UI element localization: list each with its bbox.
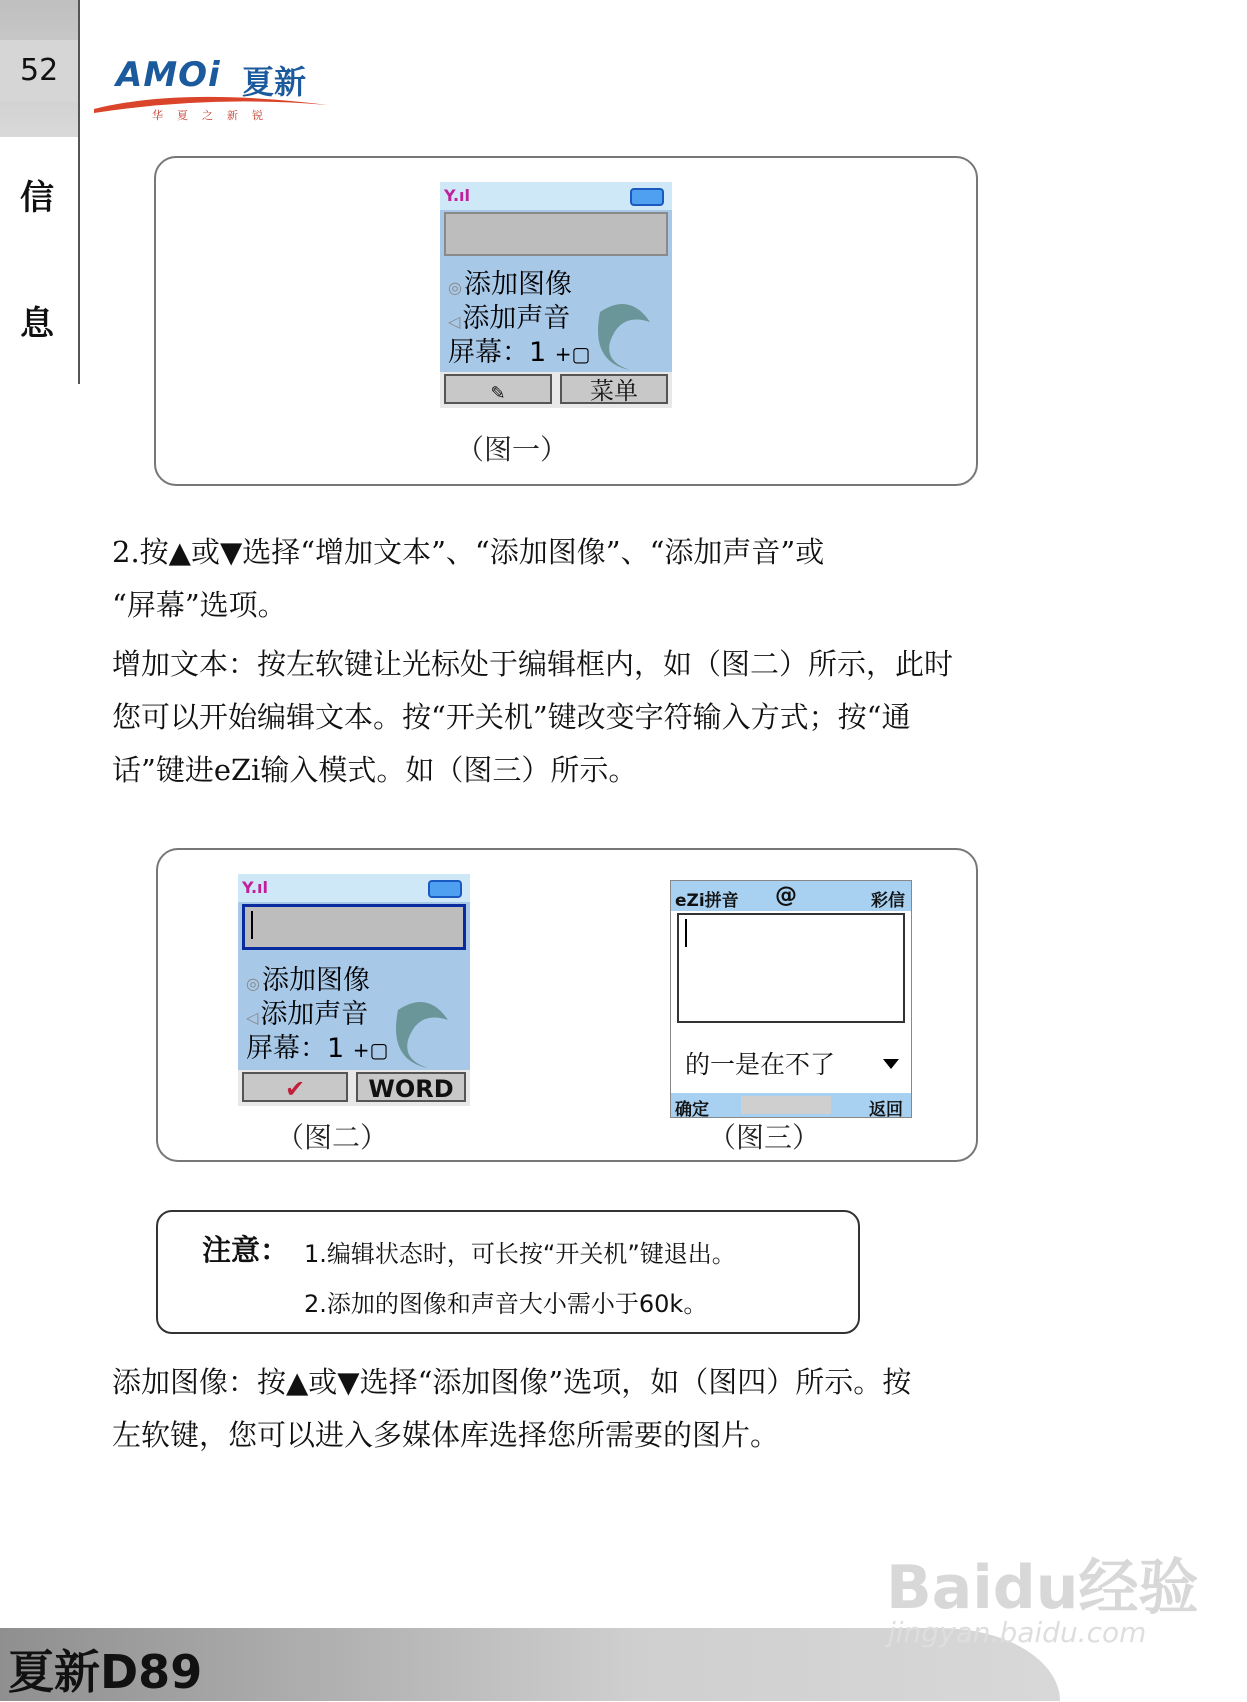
phone-screen-2 [238, 874, 470, 1106]
checkmark-icon: ✔ [284, 1075, 306, 1103]
add-page-icon: +▢ [554, 342, 591, 366]
figure-2-3-frame [156, 848, 978, 1162]
menu-item-add-sound[interactable]: ◁添加声音 [448, 303, 571, 334]
ezi-softkey-bar [671, 1093, 911, 1117]
softkey-bar [440, 372, 672, 408]
note-label: 注意： [202, 1233, 290, 1267]
speaker-icon: ◁ [246, 1008, 259, 1027]
menu-item-add-image[interactable]: ◎添加图像 [448, 269, 572, 300]
figure-1-caption: （图一） [456, 433, 569, 466]
ezi-back-softkey[interactable]: 返回 [869, 1100, 903, 1118]
menu-item-add-image[interactable]: ◎添加图像 [246, 965, 370, 996]
softkey-bar [238, 1070, 470, 1106]
text-edit-box[interactable] [444, 212, 668, 256]
ezi-confirm-softkey[interactable]: 确定 [675, 1100, 709, 1118]
text-cursor [251, 911, 253, 939]
softkey-menu[interactable]: 菜单 [560, 374, 668, 404]
camera-icon: ◎ [448, 278, 462, 297]
softkey-word[interactable]: WORD [356, 1072, 466, 1102]
amoi-logo [92, 55, 332, 125]
ezi-input-screen [670, 880, 912, 1118]
at-icon: @ [775, 883, 797, 908]
wave-decoration-icon [590, 292, 660, 372]
ezi-status-bar [671, 881, 911, 911]
baidu-watermark: Baidu经验 [886, 1553, 1199, 1623]
menu-item-screen[interactable]: 屏幕：1 +▢ [246, 1033, 389, 1064]
note-line-2: 2.添加的图像和声音大小需小于60k。 [304, 1290, 708, 1318]
menu-item-screen[interactable]: 屏幕：1 +▢ [448, 337, 591, 368]
logo-brand: AMOi [116, 55, 221, 95]
figure-2-caption: （图二） [276, 1121, 389, 1154]
status-bar [238, 874, 470, 902]
pencil-icon: ✎ [490, 383, 506, 404]
page-number: 52 [0, 40, 78, 102]
watermark-url: jingyan.baidu.com [888, 1616, 1147, 1649]
signal-icon: Y.ıl [242, 878, 268, 897]
footer-model: 夏新D89 [8, 1645, 203, 1699]
figure-3-caption: （图三） [708, 1121, 821, 1154]
side-title-char-2: 息 [20, 304, 54, 344]
instruction-step-2: 2.按▲或▼选择“增加文本”、“添加图像”、“添加声音”或 “屏幕”选项。 [112, 535, 825, 622]
message-type-label: 彩信 [871, 891, 905, 911]
status-bar [440, 182, 672, 210]
logo-cn: 夏新 [242, 63, 307, 101]
menu-item-add-sound[interactable]: ◁添加声音 [246, 999, 369, 1030]
battery-icon [428, 880, 462, 898]
side-divider [78, 0, 80, 384]
note-line-1: 1.编辑状态时，可长按“开关机”键退出。 [304, 1240, 736, 1268]
candidate-list[interactable]: 的一是在不了 [685, 1050, 836, 1079]
text-edit-box-active[interactable] [242, 904, 466, 950]
logo-tagline: 华夏之新锐 [152, 109, 277, 122]
ezi-text-box[interactable] [677, 913, 905, 1023]
side-title-char-1: 信 [20, 178, 54, 218]
figure-1-frame [154, 156, 978, 486]
add-text-paragraph: 增加文本：按左软键让光标处于编辑框内，如（图二）所示，此时 您可以开始编辑文本。按“开关机”键改变字符输入方式；按“通 话”键进eZi输入模式。如（图三）所示。 [112, 647, 954, 787]
add-image-paragraph: 添加图像：按▲或▼选择“添加图像”选项，如（图四）所示。按 左软键，您可以进入多媒体库选择您所需要的图片。 [112, 1365, 912, 1452]
camera-icon: ◎ [246, 974, 260, 993]
speaker-icon: ◁ [448, 312, 461, 331]
battery-icon [630, 188, 664, 206]
note-box [156, 1210, 860, 1334]
wave-decoration-icon [388, 990, 458, 1070]
softkey-left[interactable] [444, 374, 552, 404]
signal-icon: Y.ıl [444, 186, 470, 205]
softkey-confirm[interactable] [242, 1072, 348, 1102]
phone-screen-1 [440, 182, 672, 408]
ezi-middle-bar [741, 1096, 831, 1114]
input-mode-label: eZi拼音 [675, 891, 739, 911]
text-cursor [685, 919, 687, 947]
more-candidates-arrow-icon[interactable] [883, 1059, 899, 1069]
add-page-icon: +▢ [352, 1038, 389, 1062]
